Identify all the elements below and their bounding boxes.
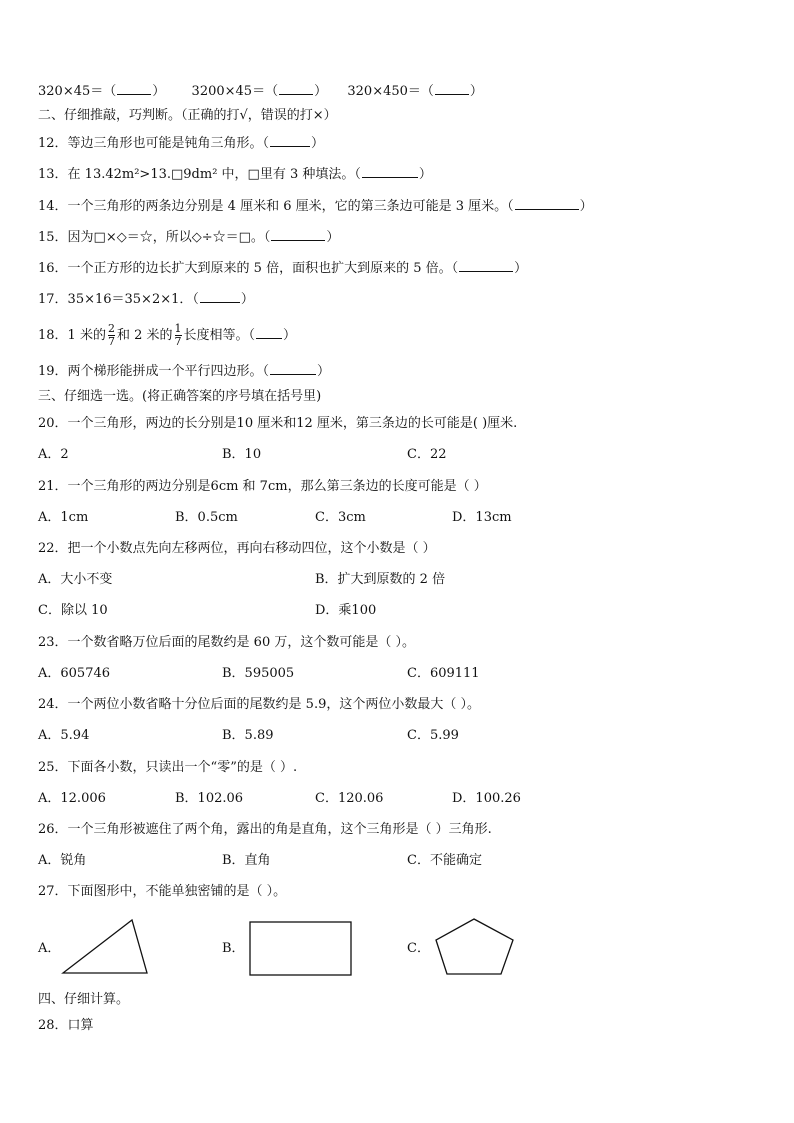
question-20: 20．一个三角形，两边的长分别是10 厘米和12 厘米，第三条边的长可能是( )厘米.	[38, 416, 518, 431]
top-equations: 320×45＝（ ） 3200×45＝（ ） 320×450＝（ ）	[38, 84, 483, 99]
option-c[interactable]: C．120.06	[315, 791, 384, 806]
option-c[interactable]: C．609111	[407, 666, 480, 681]
question-21: 21．一个三角形的两边分别是6cm 和 7cm，那么第三条边的长度可能是（ ）	[38, 479, 487, 494]
answer-blank[interactable]	[117, 82, 151, 95]
section-2-title: 二、仔细推敲，巧判断。（正确的打√，错误的打×）	[38, 108, 337, 123]
answer-blank[interactable]	[256, 326, 282, 339]
question-28: 28．口算	[38, 1018, 94, 1033]
question-15: 15．因为□×◇＝☆，所以◇÷☆＝□。（ ）	[38, 230, 340, 245]
pentagon-shape	[433, 916, 517, 978]
answer-blank[interactable]	[515, 197, 579, 210]
option-a[interactable]: A．12.006	[38, 791, 106, 806]
rectangle-shape	[248, 919, 354, 979]
answer-blank[interactable]	[270, 134, 310, 147]
option-b[interactable]: B．	[222, 941, 245, 956]
question-18: 18．1 米的 $\frac{2}{7}$ 和 2 米的 $\frac{1}{7}$ 长度相等。（ ）	[38, 322, 297, 348]
option-a[interactable]: A．605746	[38, 666, 111, 681]
option-a[interactable]: A．5.94	[38, 728, 90, 743]
question-22: 22．把一个小数点先向左移两位，再向右移动四位，这个小数是（ ）	[38, 541, 436, 556]
triangle-shape	[60, 917, 150, 977]
question-26: 26．一个三角形被遮住了两个角，露出的角是直角，这个三角形是（ ）三角形.	[38, 822, 492, 837]
answer-blank[interactable]	[271, 228, 325, 241]
option-b[interactable]: B．5.89	[222, 728, 274, 743]
option-b[interactable]: B．直角	[222, 853, 271, 868]
answer-blank[interactable]	[279, 82, 313, 95]
answer-blank[interactable]	[435, 82, 469, 95]
question-16: 16．一个正方形的边长扩大到原来的 5 倍，面积也扩大到原来的 5 倍。（ ）	[38, 261, 528, 276]
option-a[interactable]: A．2	[38, 447, 69, 462]
question-24: 24．一个两位小数省略十分位后面的尾数约是 5.9，这个两位小数最大（ ）。	[38, 697, 480, 712]
answer-blank[interactable]	[459, 259, 513, 272]
option-c[interactable]: C．不能确定	[407, 853, 482, 868]
question-14: 14．一个三角形的两条边分别是 4 厘米和 6 厘米，它的第三条边可能是 3 厘米。（ ）	[38, 199, 593, 214]
option-c[interactable]: C．除以 10	[38, 603, 108, 618]
eq3: 320×450＝（	[347, 84, 434, 99]
fraction-1-7: $\frac{1}{7}$	[174, 322, 182, 348]
answer-blank[interactable]	[362, 165, 418, 178]
option-d[interactable]: D．13cm	[452, 510, 512, 525]
fraction-2-7: $\frac{2}{7}$	[107, 322, 115, 348]
option-a[interactable]: A．大小不变	[38, 572, 113, 587]
option-b[interactable]: B．102.06	[175, 791, 244, 806]
question-13: 13．在 13.42m²>13.□9dm² 中，□里有 3 种填法。（ ）	[38, 167, 432, 182]
option-a[interactable]: A．	[38, 941, 61, 956]
eq2: 3200×45＝（	[191, 84, 279, 99]
option-a[interactable]: A．1cm	[38, 510, 89, 525]
question-27: 27．下面图形中，不能单独密铺的是（ ）。	[38, 884, 287, 899]
question-17: 17．35×16＝35×2×1．（ ）	[38, 292, 254, 307]
option-c[interactable]: C．	[407, 941, 430, 956]
eq1: 320×45＝（	[38, 84, 117, 99]
section-4-title: 四、仔细计算。	[38, 992, 130, 1007]
option-b[interactable]: B．0.5cm	[175, 510, 238, 525]
question-19: 19．两个梯形能拼成一个平行四边形。（ ）	[38, 364, 331, 379]
option-c[interactable]: C．5.99	[407, 728, 459, 743]
option-a[interactable]: A．锐角	[38, 853, 87, 868]
option-b[interactable]: B．595005	[222, 666, 295, 681]
option-c[interactable]: C．22	[407, 447, 447, 462]
question-25: 25．下面各小数，只读出一个“零”的是（ ）.	[38, 760, 298, 775]
option-d[interactable]: D．乘100	[315, 603, 377, 618]
answer-blank[interactable]	[200, 290, 240, 303]
option-b[interactable]: B．10	[222, 447, 262, 462]
section-3-title: 三、仔细选一选。(将正确答案的序号填在括号里)	[38, 389, 322, 404]
question-12: 12．等边三角形也可能是钝角三角形。（ ）	[38, 136, 325, 151]
option-c[interactable]: C．3cm	[315, 510, 366, 525]
option-d[interactable]: D．100.26	[452, 791, 521, 806]
answer-blank[interactable]	[270, 362, 316, 375]
question-23: 23．一个数省略万位后面的尾数约是 60 万，这个数可能是（ ）。	[38, 635, 415, 650]
option-b[interactable]: B．扩大到原数的 2 倍	[315, 572, 446, 587]
